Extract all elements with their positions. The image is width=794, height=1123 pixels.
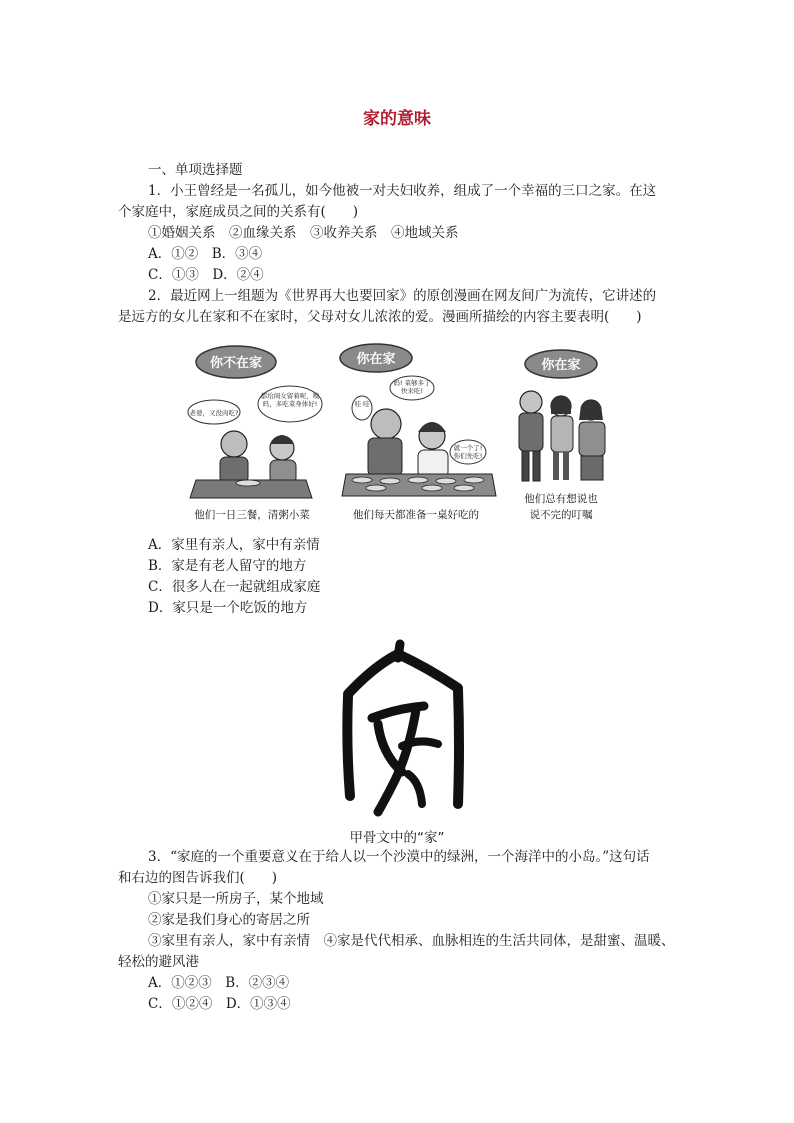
q3-stem-line1: 3．“家庭的一个重要意义在于给人以一个沙漠中的绿洲，一个海洋中的小岛。”这句话 bbox=[148, 849, 650, 865]
q3-item34-line1: ③家里有亲人，家中有亲情 ④家是代代相承、血脉相连的生活共同体，是甜蜜、温暖、 bbox=[148, 933, 675, 949]
comic-strip bbox=[186, 340, 498, 524]
panel1-bubble-left: 老婆，又没肉吃? bbox=[189, 409, 239, 417]
panel1-bubble-right: 都给闺女留着呢，嗅吗，多吃菜身体好! bbox=[260, 392, 320, 408]
panel3-caption-line2: 说不完的叮嘱 bbox=[529, 509, 593, 521]
panel3-caption-line1: 他们总有想说也 bbox=[524, 493, 598, 505]
page-title: 家的意味 bbox=[363, 109, 431, 129]
q2-option-b: B．家是有老人留守的地方 bbox=[148, 558, 307, 574]
q2-stem-line2: 是远方的女儿在家和不在家时，父母对女儿浓浓的爱。漫画所描绘的内容主要表明( ) bbox=[118, 309, 642, 325]
comic-panel-1 bbox=[188, 346, 322, 521]
q2-option-c: C．很多人在一起就组成家庭 bbox=[148, 579, 321, 595]
section-heading: 一、单项选择题 bbox=[148, 162, 243, 178]
q3-item34-line2: 轻松的避风港 bbox=[118, 954, 199, 970]
panel2-bubble-left: 哇 哇 bbox=[354, 400, 370, 408]
figure-caption: 甲骨文中的“家” bbox=[349, 830, 445, 846]
q1-stem-line2: 个家庭中，家庭成员之间的关系有( ) bbox=[118, 204, 359, 220]
q1-stem-line1: 1．小王曾经是一名孤儿，如今他被一对夫妇收养，组成了一个幸福的三口之家。在这 bbox=[148, 183, 657, 199]
q2-option-d: D．家只是一个吃饭的地方 bbox=[148, 600, 308, 616]
panel1-caption: 他们一日三餐，清粥小菜 bbox=[194, 509, 310, 521]
oracle-bone-jia-character bbox=[338, 636, 468, 826]
q3-item2: ②家是我们身心的寄居之所 bbox=[148, 912, 310, 928]
comic-panel-3 bbox=[505, 340, 617, 524]
q1-options-row1: A．①② B．③④ bbox=[148, 246, 263, 262]
q2-stem-line1: 2．最近网上一组题为《世界再大也要回家》的原创漫画在网友间广为流传，它讲述的 bbox=[148, 288, 657, 304]
q3-item1: ①家只是一所房子，某个地域 bbox=[148, 891, 324, 907]
q3-options-row2: C．①②④ D．①③④ bbox=[148, 996, 291, 1012]
panel2-bubble-top: 妈! 菜够多了 快来吃! bbox=[393, 379, 431, 395]
panel1-header: 你不在家 bbox=[209, 356, 263, 371]
q1-items: ①婚姻关系 ②血缘关系 ③收养关系 ④地域关系 bbox=[148, 225, 459, 241]
panel2-bubble-right: 就一个了! 你们先吃! bbox=[453, 444, 483, 460]
panel2-caption: 他们每天都准备一桌好吃的 bbox=[353, 509, 479, 521]
panel2-header: 你在家 bbox=[356, 352, 396, 367]
q2-option-a: A．家里有亲人，家中有亲情 bbox=[148, 537, 320, 553]
q1-options-row2: C．①③ D．②④ bbox=[148, 267, 264, 283]
comic-panel-2 bbox=[340, 344, 496, 521]
q3-options-row1: A．①②③ B．②③④ bbox=[148, 975, 290, 991]
panel3-header: 你在家 bbox=[541, 358, 581, 373]
q3-stem-line2: 和右边的图告诉我们( ) bbox=[118, 870, 278, 886]
